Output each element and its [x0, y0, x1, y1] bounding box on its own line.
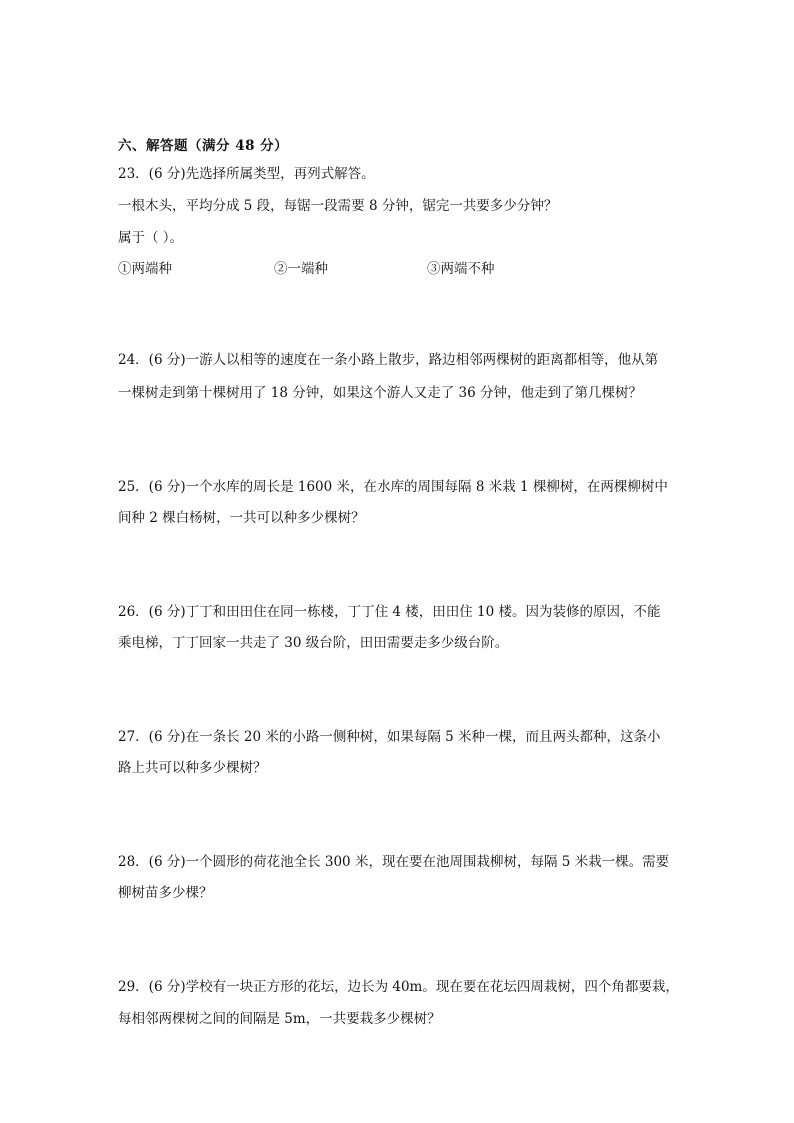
question-26-line-1: 26．(6 分)丁丁和田田住在同一栋楼，丁丁住 4 楼，田田住 10 楼。因为装修的原因，不能 [118, 604, 661, 620]
question-24-line-2: 一棵树走到第十棵树用了 18 分钟，如果这个游人又走了 36 分钟，他走到了第几棵树？ [118, 385, 643, 401]
question-23-line-2: 一根木头，平均分成 5 段，每锯一段需要 8 分钟，锯完一共要多少分钟？ [118, 198, 558, 214]
question-25-line-1: 25．(6 分)一个水库的周长是 1600 米，在水库的周围每隔 8 米栽 1 棵柳树，在两棵柳树中 [118, 479, 668, 495]
question-26-line-2: 乘电梯，丁丁回家一共走了 30 级台阶，田田需要走多少级台阶。 [118, 635, 509, 651]
option-no-ends: ③两端不种 [427, 261, 495, 277]
question-25-line-2: 间种 2 棵白杨树，一共可以种多少棵树？ [118, 510, 365, 526]
question-24-line-1: 24．(6 分)一游人以相等的速度在一条小路上散步，路边相邻两棵树的距离都相等，他从第 [118, 352, 659, 368]
section-title: 六、解答题（满分 48 分） [118, 138, 289, 154]
question-28-line-2: 柳树苗多少棵？ [118, 885, 213, 901]
question-29-line-1: 29．(6 分)学校有一块正方形的花坛，边长为 40m。现在要在花坛四周栽树，四个角都要栽， [118, 979, 679, 995]
question-23-options [118, 259, 678, 279]
option-both-ends: ①两端种 [118, 261, 172, 277]
question-27-line-1: 27．(6 分)在一条长 20 米的小路一侧种树，如果每隔 5 米种一棵，而且两头都种，这条小 [118, 729, 661, 745]
question-23-line-1: 23．(6 分)先选择所属类型，再列式解答。 [118, 166, 375, 182]
question-27-line-2: 路上共可以种多少棵树？ [118, 760, 267, 776]
question-23-answer-blank: 属于（ ）。 [118, 230, 184, 246]
option-one-end: ②一端种 [274, 261, 328, 277]
question-28-line-1: 28．(6 分)一个圆形的荷花池全长 300 米，现在要在池周围栽柳树，每隔 5 米栽一棵。需要 [118, 854, 670, 870]
question-29-line-2: 每相邻两棵树之间的间隔是 5m，一共要栽多少棵树？ [118, 1011, 441, 1027]
